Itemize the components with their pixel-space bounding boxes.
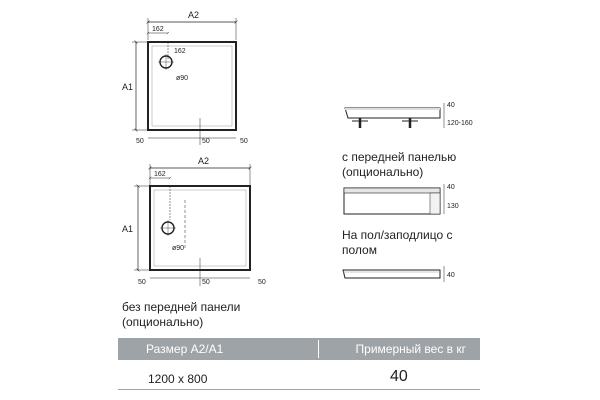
side-view-pedestal [344, 184, 459, 214]
header-divider [318, 340, 319, 358]
side-view-floor [343, 266, 455, 282]
caption-front-panel: с передней панелью (опционально) [342, 150, 457, 179]
top-tray-outline [148, 42, 236, 130]
bottom-margin-bottom: 50 [202, 279, 210, 286]
spec-table-row [118, 364, 480, 390]
caption-no-panel: без передней панели (опционально) [122, 300, 241, 329]
panel-height-dim: 120-160 [447, 120, 473, 127]
size-value: 1200 x 800 [148, 372, 208, 386]
floor-top-dim: 40 [447, 272, 455, 279]
bottom-drain-label: ø90 [172, 245, 185, 252]
row-divider [118, 389, 480, 390]
bottom-height-label: A1 [122, 224, 134, 234]
pedestal-top-dim: 40 [447, 184, 455, 191]
top-width-label: A2 [188, 10, 200, 20]
top-plan-view [122, 10, 248, 145]
top-offset-side: 162 [174, 48, 186, 55]
top-margin-bottom: 50 [202, 138, 210, 145]
top-drain-label: ø90 [176, 75, 189, 82]
bottom-plan-view [122, 156, 266, 286]
bottom-offset-top: 162 [154, 171, 166, 178]
spec-table-header [118, 338, 480, 360]
weight-value: 40 [390, 368, 408, 385]
top-margin-right: 50 [240, 138, 248, 145]
bottom-margin-right: 50 [258, 279, 266, 286]
panel-top-dim: 40 [447, 102, 455, 109]
header-size: Размер A2/A1 [146, 342, 224, 356]
header-weight: Примерный вес в кг [355, 342, 466, 356]
bottom-width-label: A2 [198, 156, 210, 166]
side-view-front-panel [345, 102, 473, 128]
top-height-label: A1 [122, 82, 134, 92]
bottom-margin-left: 50 [138, 279, 146, 286]
top-offset-top: 162 [152, 26, 164, 33]
caption-floor-level: На пол/заподлицо с полом [342, 228, 453, 257]
pedestal-height-dim: 130 [447, 203, 459, 210]
top-margin-left: 50 [136, 138, 144, 145]
